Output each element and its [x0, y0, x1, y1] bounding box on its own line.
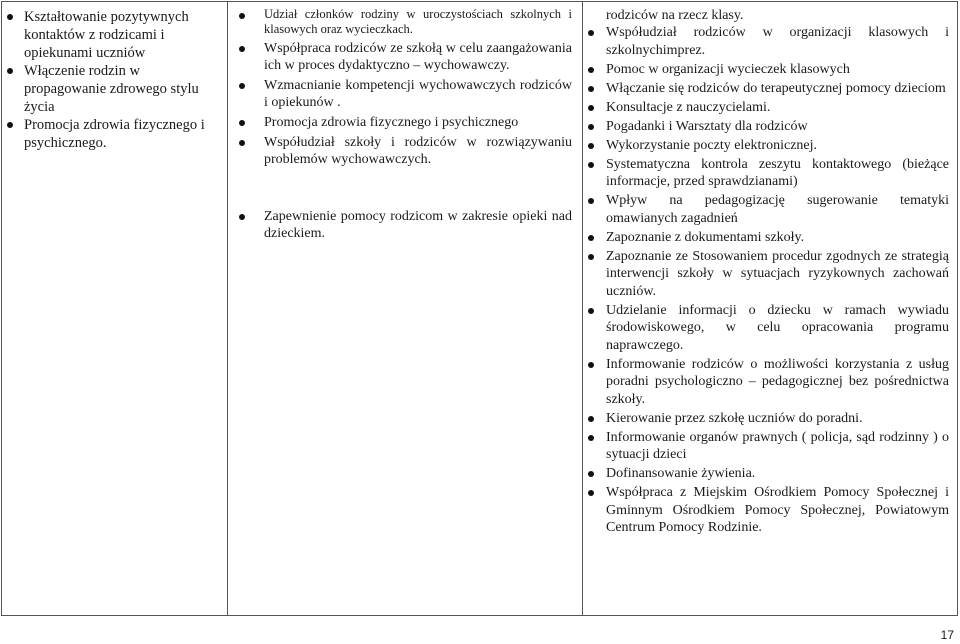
list-item: Współpraca rodziców ze szkołą w celu zaangażowania ich w proces dydaktyczno – wychowawczy. — [264, 41, 572, 73]
page-number: 17 — [940, 628, 954, 642]
goals-list — [2, 2, 227, 152]
list-item: Współudział szkoły i rodziców w rozwiązywaniu problemów wychowawczych. — [264, 135, 572, 167]
list-item: Włączanie się rodziców do terapeutycznej pomocy dzieciom — [606, 80, 949, 98]
list-item: Zapoznanie ze Stosowaniem procedur zgodnych ze strategią interwencji szkoły w sytuacjach ryzykownych zachowań uczniów. — [606, 248, 949, 299]
column-tasks — [228, 2, 583, 615]
list-item: Zapoznanie z dokumentami szkoły. — [606, 229, 949, 247]
column-goals — [2, 2, 228, 615]
list-item: Włączenie rodzin w propagowanie zdrowego stylu życia — [24, 62, 221, 116]
list-item: Promocja zdrowia fizycznego i psychicznego. — [24, 116, 221, 152]
continued-text: rodziców na rzecz klasy. — [606, 8, 744, 23]
list-item: Dofinansowanie żywienia. — [606, 465, 949, 483]
list-item: Współudział rodziców w organizacji klasowych i szkolnychimprez. — [606, 25, 949, 58]
list-item: Udział członków rodziny w uroczystościach szkolnych i klasowych oraz wycieczkach. — [264, 7, 572, 36]
list-item: Udzielanie informacji o dziecku w ramach wywiadu środowiskowego, w celu opracowania programu naprawczego. — [606, 302, 949, 353]
list-item: Informowanie organów prawnych ( policja, sąd rodzinny ) o sytuacji dzieci — [606, 429, 949, 462]
list-item: Systematyczna kontrola zeszytu kontaktowego (bieżące informacje, przed sprawdzianami) — [606, 156, 949, 189]
list-item: Kształtowanie pozytywnych kontaktów z rodzicami i opiekunami uczniów — [24, 8, 221, 62]
list-item: Wzmacnianie kompetencji wychowawczych rodziców i opiekunów . — [264, 78, 572, 110]
list-item: Wykorzystanie poczty elektronicznej. — [606, 137, 949, 155]
list-item: Informowanie rodziców o możliwości korzystania z usług poradni psychologiczno – pedagogicznej bez pośrednictwa szkoły. — [606, 356, 949, 407]
list-item: Pomoc w organizacji wycieczek klasowych — [606, 61, 949, 79]
list-item: Kierowanie przez szkołę uczniów do poradni. — [606, 410, 949, 428]
program-table — [1, 1, 958, 616]
list-item: Pogadanki i Warsztaty dla rodziców — [606, 118, 949, 136]
list-item: Współpraca z Miejskim Ośrodkiem Pomocy Społecznej i Gminnym Ośrodkiem Pomocy Społecznej, Powiatowym Centrum Pomocy Rodzinie. — [606, 485, 949, 535]
list-item: Wpływ na pedagogizację sugerowanie tematyki omawianych zagadnień — [606, 193, 949, 226]
forms-list — [583, 24, 957, 537]
column-forms-of-realization — [583, 2, 957, 615]
tasks-list — [228, 2, 582, 242]
list-item: Promocja zdrowia fizycznego i psychicznego — [264, 114, 572, 131]
list-item: Zapewnienie pomocy rodzicom w zakresie opieki nad dzieckiem. — [264, 209, 572, 241]
list-item: Konsultacje z nauczycielami. — [606, 99, 949, 117]
